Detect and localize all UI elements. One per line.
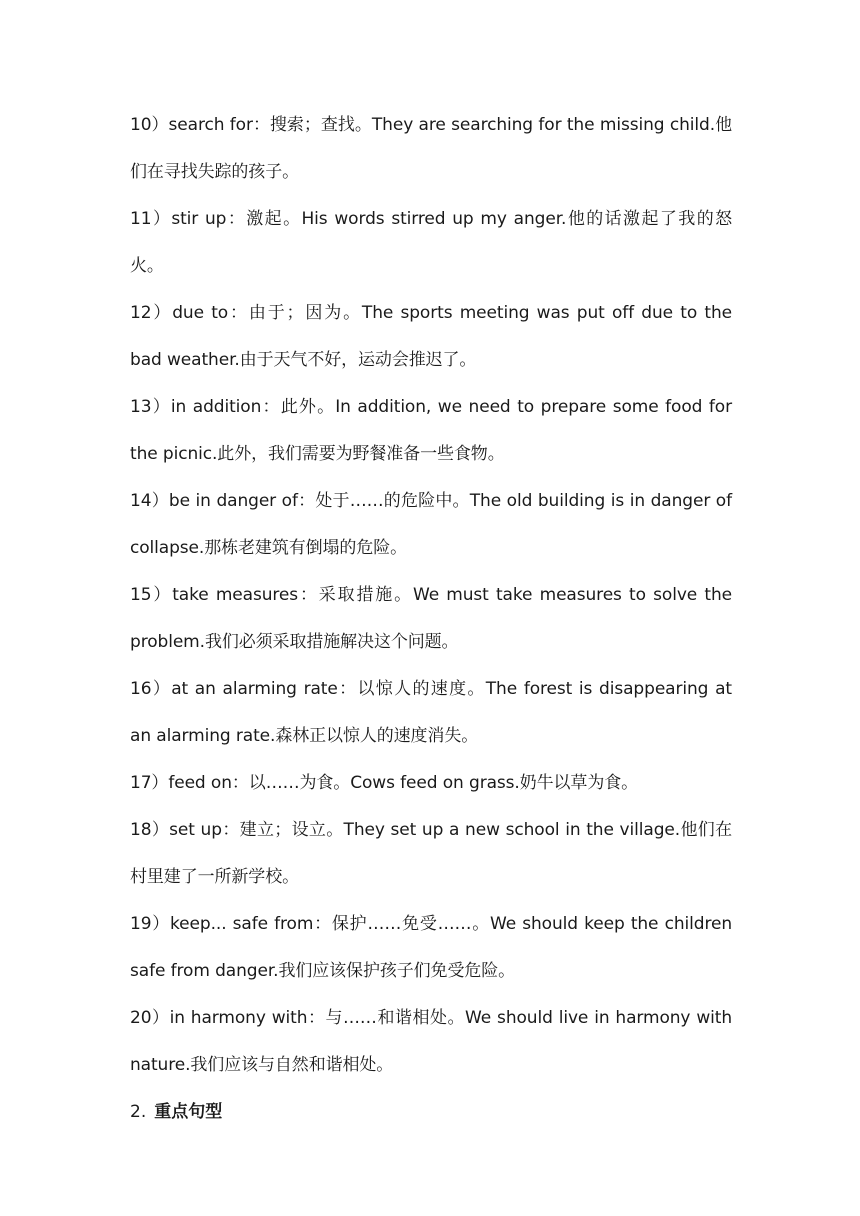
phrase-item-20: 20）in harmony with：与……和谐相处。We should live in harmony with nature.我们应该与自然和谐相处。: [130, 1008, 732, 1075]
phrase-item-15: 15）take measures：采取措施。We must take measures to solve the problem.我们必须采取措施解决这个问题。: [130, 585, 732, 652]
phrase-item-14: 14）be in danger of：处于……的危险中。The old building is in danger of collapse.那栋老建筑有倒塌的危险。: [130, 491, 732, 558]
section-number: 2.: [130, 1102, 147, 1122]
phrase-item-17: 17）feed on：以……为食。Cows feed on grass.奶牛以草为食。: [130, 773, 639, 793]
phrase-item-16: 16）at an alarming rate：以惊人的速度。The forest is disappearing at an alarming rate.森林正以惊人的速度消失。: [130, 679, 732, 746]
section-title: 重点句型: [154, 1102, 223, 1122]
phrase-item-19: 19）keep... safe from：保护……免受……。We should keep the children safe from danger.我们应该保护孩子们免受危险。: [130, 914, 732, 981]
phrase-item-11: 11）stir up：激起。His words stirred up my anger.他的话激起了我的怒火。: [130, 209, 732, 276]
phrase-item-13: 13）in addition：此外。In addition, we need to prepare some food for the picnic.此外，我们需要为野餐准备一些食物。: [130, 397, 732, 464]
phrase-item-12: 12）due to：由于；因为。The sports meeting was put off due to the bad weather.由于天气不好，运动会推迟了。: [130, 303, 732, 370]
phrase-item-10: 10）search for：搜索；查找。They are searching for the missing child.他们在寻找失踪的孩子。: [130, 115, 732, 182]
document-page: [130, 102, 732, 1136]
phrase-item-18: 18）set up：建立；设立。They set up a new school in the village.他们在村里建了一所新学校。: [130, 820, 732, 887]
section-heading: [130, 1089, 732, 1136]
